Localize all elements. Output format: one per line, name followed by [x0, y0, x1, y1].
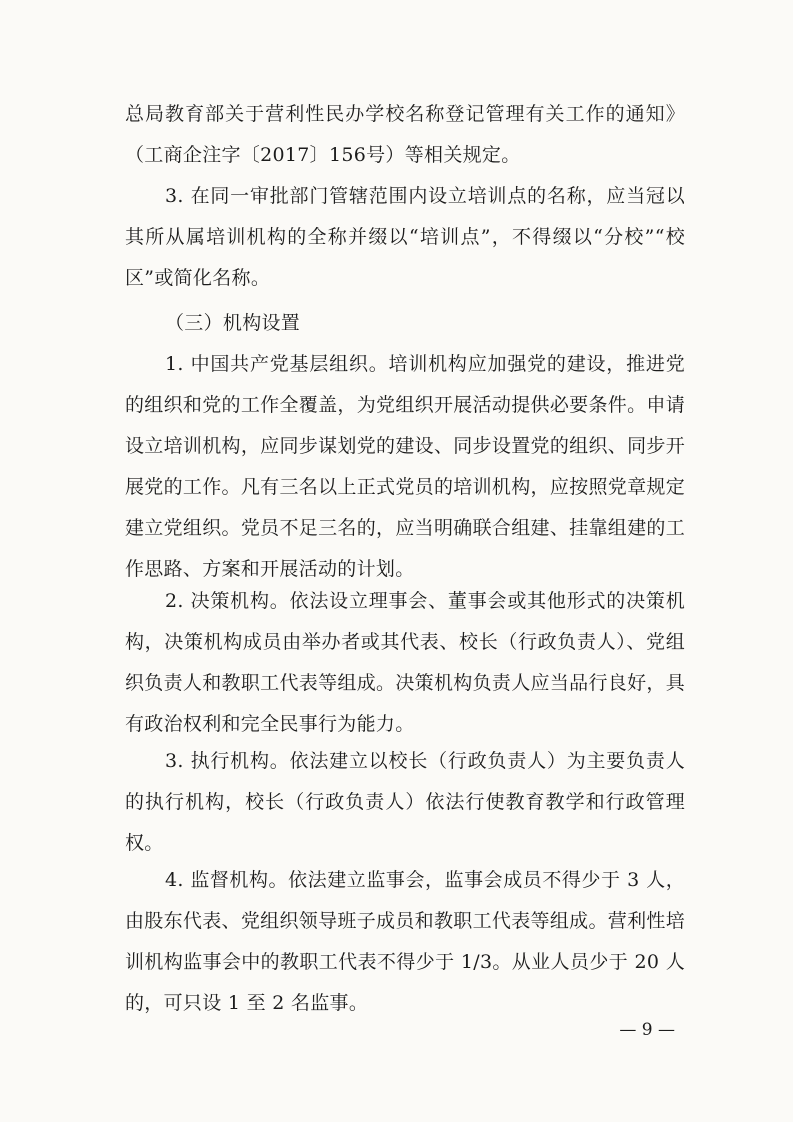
paragraph-training-point-naming: 3. 在同一审批部门管辖范围内设立培训点的名称，应当冠以其所从属培训机构的全称并缀以“培训点”，不得缀以“分校”“校区”或简化名称。	[125, 185, 685, 289]
paragraph-party-organization: 1. 中国共产党基层组织。培训机构应加强党的建设，推进党的组织和党的工作全覆盖，为党组织开展活动提供必要条件。申请设立培训机构，应同步谋划党的建设、同步设置党的组织、同步开展党的工作。凡有三名以上正式党员的培训机构，应按照党章规定建立党组织。党员不足三名的，应当明确联合组建、挂靠组建的工作思路、方案和开展活动的计划。	[125, 353, 685, 580]
page-number: — 9 —	[619, 1020, 675, 1040]
section-heading-organization-setup: （三）机构设置	[165, 312, 301, 334]
paragraph-continued-citation: 总局教育部关于营利性民办学校名称登记管理有关工作的通知》（工商企注字〔2017〕156号）等相关规定。	[125, 103, 685, 166]
paragraph-decision-body: 2. 决策机构。依法设立理事会、董事会或其他形式的决策机构，决策机构成员由举办者或其代表、校长（行政负责人）、党组织负责人和教职工代表等组成。决策机构负责人应当品行良好，具有政治权利和完全民事行为能力。	[125, 590, 685, 735]
paragraph-supervisory-body: 4. 监督机构。依法建立监事会，监事会成员不得少于 3 人，由股东代表、党组织领导班子成员和教职工代表等组成。营利性培训机构监事会中的教职工代表不得少于 1/3。从业人员少于 20 人的，可只设 1 至 2 名监事。	[125, 869, 685, 1014]
paragraph-executive-body: 3. 执行机构。依法建立以校长（行政负责人）为主要负责人的执行机构，校长（行政负责人）依法行使教育教学和行政管理权。	[125, 750, 685, 854]
